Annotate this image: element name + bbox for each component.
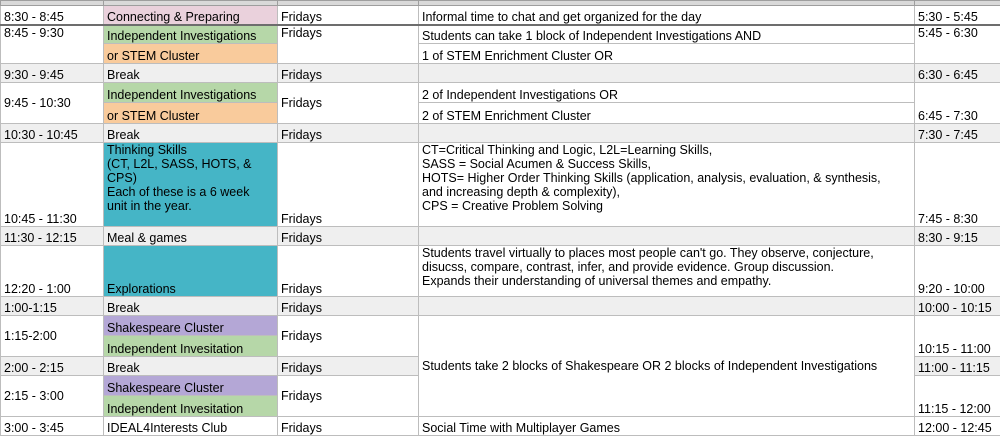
description-line: Expands their understanding of universal themes and empathy.: [422, 274, 772, 288]
day-cell[interactable]: Fridays: [278, 357, 419, 376]
activity-cell[interactable]: Shakespeare Cluster: [104, 376, 278, 396]
activity-cell[interactable]: Connecting & Preparing: [104, 6, 278, 25]
day-cell[interactable]: Fridays: [278, 227, 419, 246]
schedule-row: [1, 83, 1000, 103]
description-cell[interactable]: 2 of Independent Investigations OR: [419, 83, 915, 103]
alt-time-cell[interactable]: 5:30 - 5:45: [915, 6, 1000, 25]
alt-time-cell[interactable]: 5:45 - 6:30: [915, 25, 1000, 64]
day-cell[interactable]: Fridays: [278, 297, 419, 316]
description-cell[interactable]: 1 of STEM Enrichment Cluster OR: [419, 44, 915, 64]
day-cell[interactable]: Fridays: [278, 143, 419, 227]
alt-time-cell[interactable]: 9:20 - 10:00: [915, 246, 1000, 297]
activity-cell[interactable]: Independent Investigations: [104, 83, 278, 103]
activity-cell[interactable]: Shakespeare Cluster: [104, 316, 278, 336]
activity-cell[interactable]: Meal & games: [104, 227, 278, 246]
description-cell[interactable]: [419, 64, 915, 83]
schedule-row: [1, 6, 1000, 25]
day-cell[interactable]: Fridays: [278, 25, 419, 64]
alt-time-cell[interactable]: 6:30 - 6:45: [915, 64, 1000, 83]
activity-cell[interactable]: Break: [104, 124, 278, 143]
alt-time-cell[interactable]: 10:15 - 11:00: [915, 316, 1000, 357]
alt-time-cell[interactable]: 12:00 - 12:45: [915, 417, 1000, 436]
day-cell[interactable]: Fridays: [278, 316, 419, 357]
time-cell[interactable]: 2:15 - 3:00: [1, 376, 104, 417]
description-line: CT=Critical Thinking and Logic, L2L=Learning Skills,: [422, 143, 713, 157]
break-row: [1, 64, 1000, 83]
description-cell[interactable]: Social Time with Multiplayer Games: [419, 417, 915, 436]
description-line: SASS = Social Acumen & Success Skills,: [422, 157, 651, 171]
alt-time-cell[interactable]: 6:45 - 7:30: [915, 83, 1000, 124]
schedule-row: [1, 246, 1000, 297]
alt-time-cell[interactable]: 7:30 - 7:45: [915, 124, 1000, 143]
day-cell[interactable]: Fridays: [278, 417, 419, 436]
description-line: disucss, compare, contrast, infer, and provide evidence. Group discussion.: [422, 260, 835, 274]
day-cell[interactable]: Fridays: [278, 246, 419, 297]
time-cell[interactable]: 9:45 - 10:30: [1, 83, 104, 124]
alt-time-cell[interactable]: 10:00 - 10:15: [915, 297, 1000, 316]
schedule-row: [1, 417, 1000, 436]
activity-cell[interactable]: Break: [104, 297, 278, 316]
description-line: Students travel virtually to places most people can't go. They observe, conjecture,: [422, 246, 874, 260]
description-line: CPS = Creative Problem Solving: [422, 199, 603, 213]
activity-cell[interactable]: Break: [104, 357, 278, 376]
activity-cell[interactable]: [104, 143, 278, 227]
alt-time-cell[interactable]: 7:45 - 8:30: [915, 143, 1000, 227]
time-cell[interactable]: 11:30 - 12:15: [1, 227, 104, 246]
time-cell[interactable]: 1:00-1:15: [1, 297, 104, 316]
alt-time-cell[interactable]: 11:15 - 12:00: [915, 376, 1000, 417]
break-row: [1, 124, 1000, 143]
description-cell[interactable]: [419, 124, 915, 143]
description-cell[interactable]: [419, 246, 915, 297]
description-cell[interactable]: Informal time to chat and get organized for the day: [419, 6, 915, 25]
time-cell[interactable]: 8:45 - 9:30: [1, 25, 104, 64]
break-row: [1, 227, 1000, 246]
time-cell[interactable]: 12:20 - 1:00: [1, 246, 104, 297]
activity-cell[interactable]: Independent Investigations: [104, 25, 278, 44]
schedule-row: [1, 143, 1000, 227]
time-cell[interactable]: 9:30 - 9:45: [1, 64, 104, 83]
alt-time-cell[interactable]: 8:30 - 9:15: [915, 227, 1000, 246]
day-cell[interactable]: Fridays: [278, 124, 419, 143]
activity-line: Thinking Skills: [107, 143, 187, 157]
activity-line: Each of these is a 6 week: [107, 185, 250, 199]
description-cell[interactable]: Students take 2 blocks of Shakespeare OR 2 blocks of Independent Investigations: [419, 316, 915, 417]
description-cell[interactable]: Students can take 1 block of Independent Investigations AND: [419, 25, 915, 44]
activity-cell[interactable]: Explorations: [104, 246, 278, 297]
day-cell[interactable]: Fridays: [278, 376, 419, 417]
day-cell[interactable]: Fridays: [278, 83, 419, 124]
activity-cell[interactable]: or STEM Cluster: [104, 103, 278, 124]
time-cell[interactable]: 10:45 - 11:30: [1, 143, 104, 227]
activity-line: unit in the year.: [107, 199, 192, 213]
activity-line: CPS): [107, 171, 137, 185]
description-cell[interactable]: 2 of STEM Enrichment Cluster: [419, 103, 915, 124]
activity-cell[interactable]: or STEM Cluster: [104, 44, 278, 64]
description-cell[interactable]: [419, 297, 915, 316]
schedule-row: [1, 25, 1000, 44]
activity-cell[interactable]: Independent Invesitation: [104, 396, 278, 417]
description-cell[interactable]: [419, 227, 915, 246]
activity-line: (CT, L2L, SASS, HOTS, &: [107, 157, 252, 171]
description-cell[interactable]: [419, 143, 915, 227]
time-cell[interactable]: 1:15-2:00: [1, 316, 104, 357]
activity-cell[interactable]: IDEAL4Interests Club: [104, 417, 278, 436]
schedule-row: [1, 316, 1000, 336]
description-line: and increasing depth & complexity),: [422, 185, 621, 199]
activity-cell[interactable]: Independent Invesitation: [104, 336, 278, 357]
schedule-row: [1, 44, 1000, 64]
time-cell[interactable]: 8:30 - 8:45: [1, 6, 104, 25]
alt-time-cell[interactable]: 11:00 - 11:15: [915, 357, 1000, 376]
activity-cell[interactable]: Break: [104, 64, 278, 83]
break-row: [1, 297, 1000, 316]
time-cell[interactable]: 2:00 - 2:15: [1, 357, 104, 376]
description-line: HOTS= Higher Order Thinking Skills (application, analysis, evaluation, & synthesis,: [422, 171, 881, 185]
day-cell[interactable]: Fridays: [278, 64, 419, 83]
time-cell[interactable]: 10:30 - 10:45: [1, 124, 104, 143]
time-cell[interactable]: 3:00 - 3:45: [1, 417, 104, 436]
schedule-row: [1, 103, 1000, 124]
day-cell[interactable]: Fridays: [278, 6, 419, 25]
